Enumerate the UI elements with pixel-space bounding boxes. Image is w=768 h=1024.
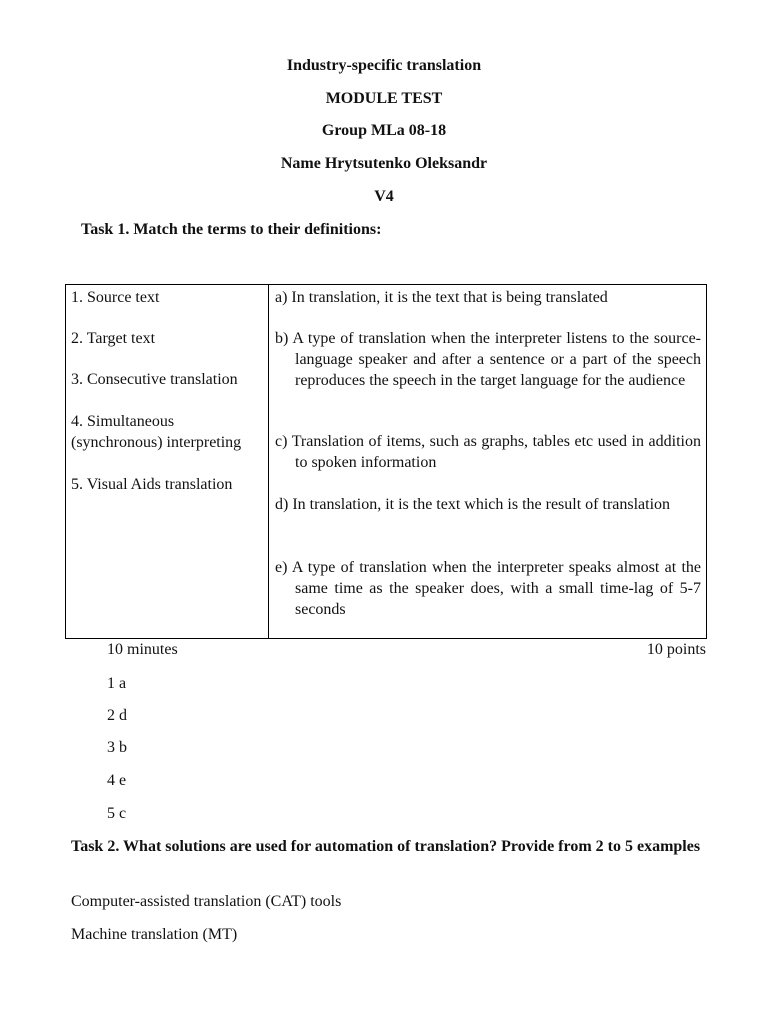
definition-item: b) A type of translation when the interpreter listens to the source-language speaker and after a sentence or a part of the speech reproduces the speech in the target language for the audience: [275, 330, 701, 389]
task1-heading: Task 1. Match the terms to their definitions:: [81, 221, 382, 238]
definition-item: d) In translation, it is the text which is the result of translation: [275, 496, 671, 513]
answer-item: 5 c: [107, 805, 127, 822]
course-title: Industry-specific translation: [286, 57, 482, 74]
answer-item: 2 d: [107, 707, 127, 724]
term-item: 4. Simultaneous (synchronous) interpreting: [71, 413, 242, 451]
variant-label: V4: [374, 188, 394, 205]
time-limit: 10 minutes: [107, 641, 178, 658]
term-item: 3. Consecutive translation: [71, 371, 238, 388]
points-value: 10 points: [646, 641, 706, 658]
test-title: MODULE TEST: [325, 90, 443, 107]
answer-item: 4 e: [107, 772, 127, 789]
answer-item: 1 a: [107, 675, 127, 692]
student-name: Name Hrytsutenko Oleksandr: [280, 155, 488, 172]
group-label: Group MLa 08-18: [321, 122, 447, 139]
task2-answer: Machine translation (MT): [71, 926, 238, 943]
definition-item: c) Translation of items, such as graphs, tables etc used in addition to spoken information: [275, 433, 701, 471]
term-item: 2. Target text: [71, 330, 156, 347]
task2-heading: Task 2. What solutions are used for automation of translation? Provide from 2 to 5 examples: [71, 838, 701, 855]
definition-item: e) A type of translation when the interpreter speaks almost at the same time as the speaker does, with a small time-lag of 5-7 seconds: [275, 559, 701, 618]
answer-item: 3 b: [107, 739, 127, 756]
definition-item: a) In translation, it is the text that is being translated: [275, 289, 608, 306]
task2-answer: Computer-assisted translation (CAT) tools: [71, 893, 342, 910]
table-column-divider: [268, 285, 269, 638]
term-item: 5. Visual Aids translation: [71, 476, 233, 493]
matching-table: [65, 284, 707, 639]
term-item: 1. Source text: [71, 289, 160, 306]
